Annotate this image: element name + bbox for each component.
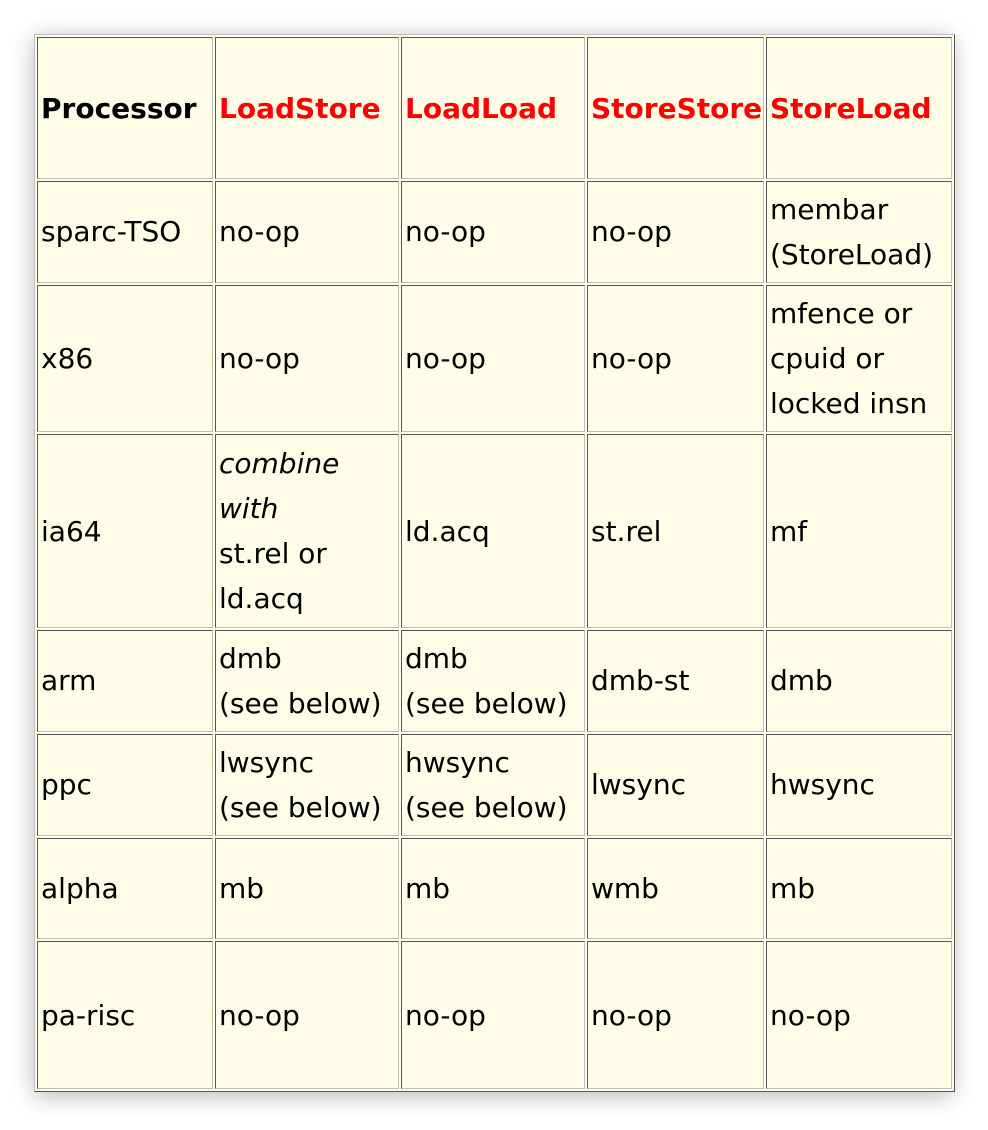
loadstore-cell: no-op bbox=[215, 941, 399, 1089]
storestore-cell: no-op bbox=[587, 181, 764, 283]
storestore-cell: no-op bbox=[587, 941, 764, 1089]
processor-cell: alpha bbox=[37, 838, 213, 940]
storeload-cell: no-op bbox=[766, 941, 952, 1089]
table-row bbox=[37, 285, 952, 433]
table-row bbox=[37, 181, 952, 283]
table-row bbox=[37, 630, 952, 732]
loadload-cell: no-op bbox=[401, 181, 585, 283]
processor-cell: ia64 bbox=[37, 434, 213, 627]
processor-cell: sparc-TSO bbox=[37, 181, 213, 283]
loadstore-cell: no-op bbox=[215, 285, 399, 433]
loadstore-cell: mb bbox=[215, 838, 399, 940]
table-row bbox=[37, 734, 952, 836]
table-row bbox=[37, 838, 952, 940]
loadstore-cell: combine with st.rel or ld.acq bbox=[215, 434, 399, 627]
header-storestore: StoreStore bbox=[587, 37, 764, 179]
storeload-cell: mf bbox=[766, 434, 952, 627]
processor-cell: pa-risc bbox=[37, 941, 213, 1089]
loadstore-cell: no-op bbox=[215, 181, 399, 283]
storestore-cell: dmb-st bbox=[587, 630, 764, 732]
loadstore-cell: lwsync (see below) bbox=[215, 734, 399, 836]
loadload-cell: no-op bbox=[401, 285, 585, 433]
storestore-cell: st.rel bbox=[587, 434, 764, 627]
header-storeload: StoreLoad bbox=[766, 37, 952, 179]
table-frame bbox=[34, 34, 952, 1092]
table-row bbox=[37, 434, 952, 627]
header-row bbox=[37, 37, 952, 179]
loadload-cell: mb bbox=[401, 838, 585, 940]
loadstore-cell: dmb (see below) bbox=[215, 630, 399, 732]
storestore-cell: no-op bbox=[587, 285, 764, 433]
storestore-cell: wmb bbox=[587, 838, 764, 940]
storeload-cell: mb bbox=[766, 838, 952, 940]
storestore-cell: lwsync bbox=[587, 734, 764, 836]
table-row bbox=[37, 941, 952, 1089]
memory-barrier-table bbox=[34, 34, 955, 1092]
processor-cell: arm bbox=[37, 630, 213, 732]
loadload-cell: hwsync (see below) bbox=[401, 734, 585, 836]
processor-cell: ppc bbox=[37, 734, 213, 836]
storeload-cell: dmb bbox=[766, 630, 952, 732]
loadload-cell: ld.acq bbox=[401, 434, 585, 627]
header-loadstore: LoadStore bbox=[215, 37, 399, 179]
header-loadload: LoadLoad bbox=[401, 37, 585, 179]
loadload-cell: dmb (see below) bbox=[401, 630, 585, 732]
header-processor: Processor bbox=[37, 37, 213, 179]
storeload-cell: membar (StoreLoad) bbox=[766, 181, 952, 283]
loadload-cell: no-op bbox=[401, 941, 585, 1089]
processor-cell: x86 bbox=[37, 285, 213, 433]
storeload-cell: hwsync bbox=[766, 734, 952, 836]
storeload-cell: mfence or cpuid or locked insn bbox=[766, 285, 952, 433]
